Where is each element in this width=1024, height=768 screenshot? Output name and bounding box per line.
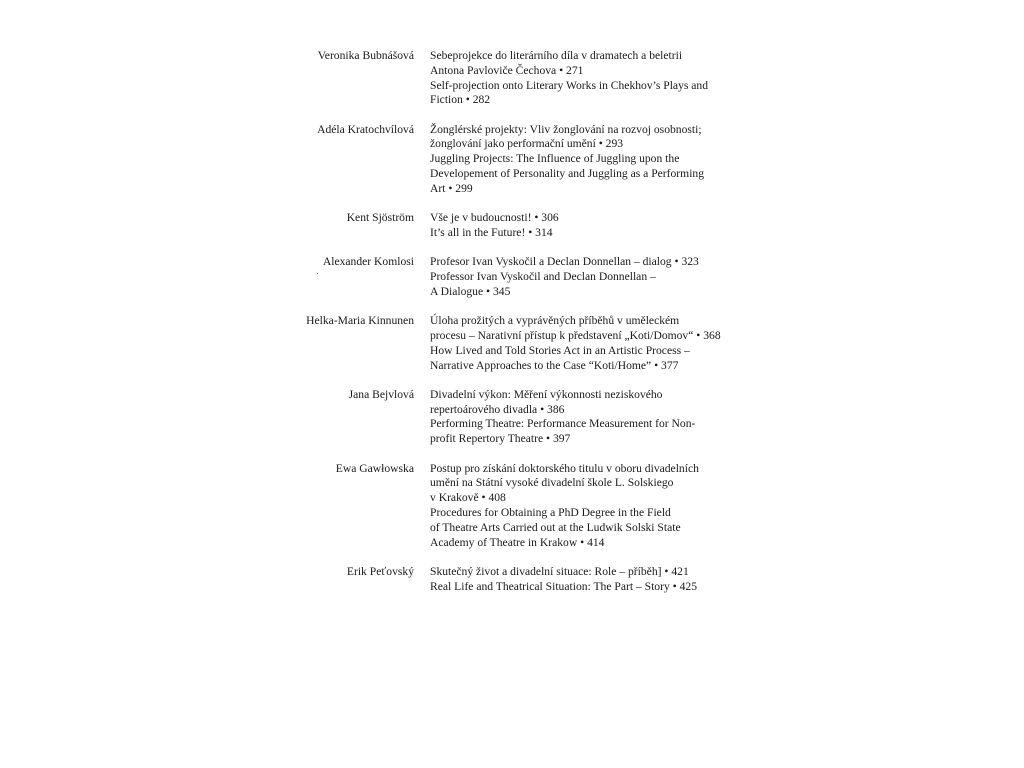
author-name: Helka-Maria Kinnunen <box>306 314 414 328</box>
title-line: Juggling Projects: The Influence of Juggling upon the <box>430 152 680 166</box>
title-line: Antona Pavloviče Čechova • 271 <box>430 63 584 77</box>
toc-entry <box>0 49 1024 108</box>
title-line: žonglování jako performační umění • 293 <box>430 137 624 151</box>
author-name: Adéla Kratochvílová <box>317 122 414 136</box>
title-line: Skutečný život a divadelní situace: Role – příběh] • 421 <box>430 564 689 578</box>
toc-entry <box>0 462 1024 551</box>
title-line: Sebeprojekce do literárního díla v dramatech a beletrii <box>430 49 683 62</box>
entry-titles <box>430 123 730 197</box>
entry-titles <box>430 565 730 595</box>
title-line: Fiction • 282 <box>430 93 491 107</box>
title-line: Art • 299 <box>430 181 473 195</box>
table-of-contents <box>0 49 1024 609</box>
title-line: Self-projection onto Literary Works in Chekhov’s Plays and <box>430 78 709 92</box>
author-name: Kent Sjöström <box>346 211 414 225</box>
title-line: It’s all in the Future! • 314 <box>430 225 553 239</box>
entry-titles <box>430 255 730 299</box>
entry-titles <box>430 49 730 108</box>
title-line: procesu – Narativní přístup k představení „Koti/Domov“ • 368 <box>430 328 721 342</box>
title-line: Real Life and Theatrical Situation: The Part – Story • 425 <box>430 579 698 593</box>
title-line: Professor Ivan Vyskočil and Declan Donnellan – <box>430 270 656 284</box>
toc-entry <box>0 314 1024 373</box>
author-name: Jana Bejvlová <box>348 387 414 401</box>
title-line: Postup pro získání doktorského titulu v oboru divadelních <box>430 461 699 475</box>
title-line: Úloha prožitých a vyprávěných příběhů v uměleckém <box>430 314 680 328</box>
author-name: Erik Peťovský <box>346 564 414 578</box>
title-line: umění na Státní vysoké divadelní škole L. Solskiego <box>430 476 674 490</box>
entry-titles <box>430 314 730 373</box>
toc-entry <box>0 123 1024 197</box>
title-line: Divadelní výkon: Měření výkonnosti neziskového <box>430 387 663 401</box>
author-name: Veronika Bubnášová <box>317 49 414 62</box>
title-line: repertoárového divadla • 386 <box>430 402 565 416</box>
title-line: A Dialogue • 345 <box>430 284 511 298</box>
title-line: Procedures for Obtaining a PhD Degree in the Field <box>430 505 671 519</box>
entry-titles <box>430 211 730 241</box>
stray-dot-mark <box>317 273 318 274</box>
title-line: Vše je v budoucnosti! • 306 <box>430 211 559 225</box>
toc-entry <box>0 388 1024 447</box>
title-line: Academy of Theatre in Krakow • 414 <box>430 535 605 549</box>
title-line: of Theatre Arts Carried out at the Ludwik Solski State <box>430 520 681 534</box>
title-line: Žonglérské projekty: Vliv žonglování na rozvoj osobnosti; <box>430 122 702 136</box>
author-name: Ewa Gawłowska <box>335 461 414 475</box>
entry-titles <box>430 388 730 447</box>
toc-entry <box>0 211 1024 241</box>
title-line: Performing Theatre: Performance Measurement for Non- <box>430 417 696 431</box>
toc-entry <box>0 565 1024 595</box>
title-line: Profesor Ivan Vyskočil a Declan Donnellan – dialog • 323 <box>430 255 699 269</box>
title-line: How Lived and Told Stories Act in an Artistic Process – <box>430 343 690 357</box>
title-line: Developement of Personality and Juggling as a Performing <box>430 167 705 181</box>
title-line: profit Repertory Theatre • 397 <box>430 432 571 446</box>
author-name: Alexander Komlosi <box>322 255 414 269</box>
toc-entry <box>0 255 1024 299</box>
title-line: Narrative Approaches to the Case “Koti/Home” • 377 <box>430 358 679 372</box>
title-line: v Krakově • 408 <box>430 491 506 505</box>
entry-titles <box>430 462 730 551</box>
